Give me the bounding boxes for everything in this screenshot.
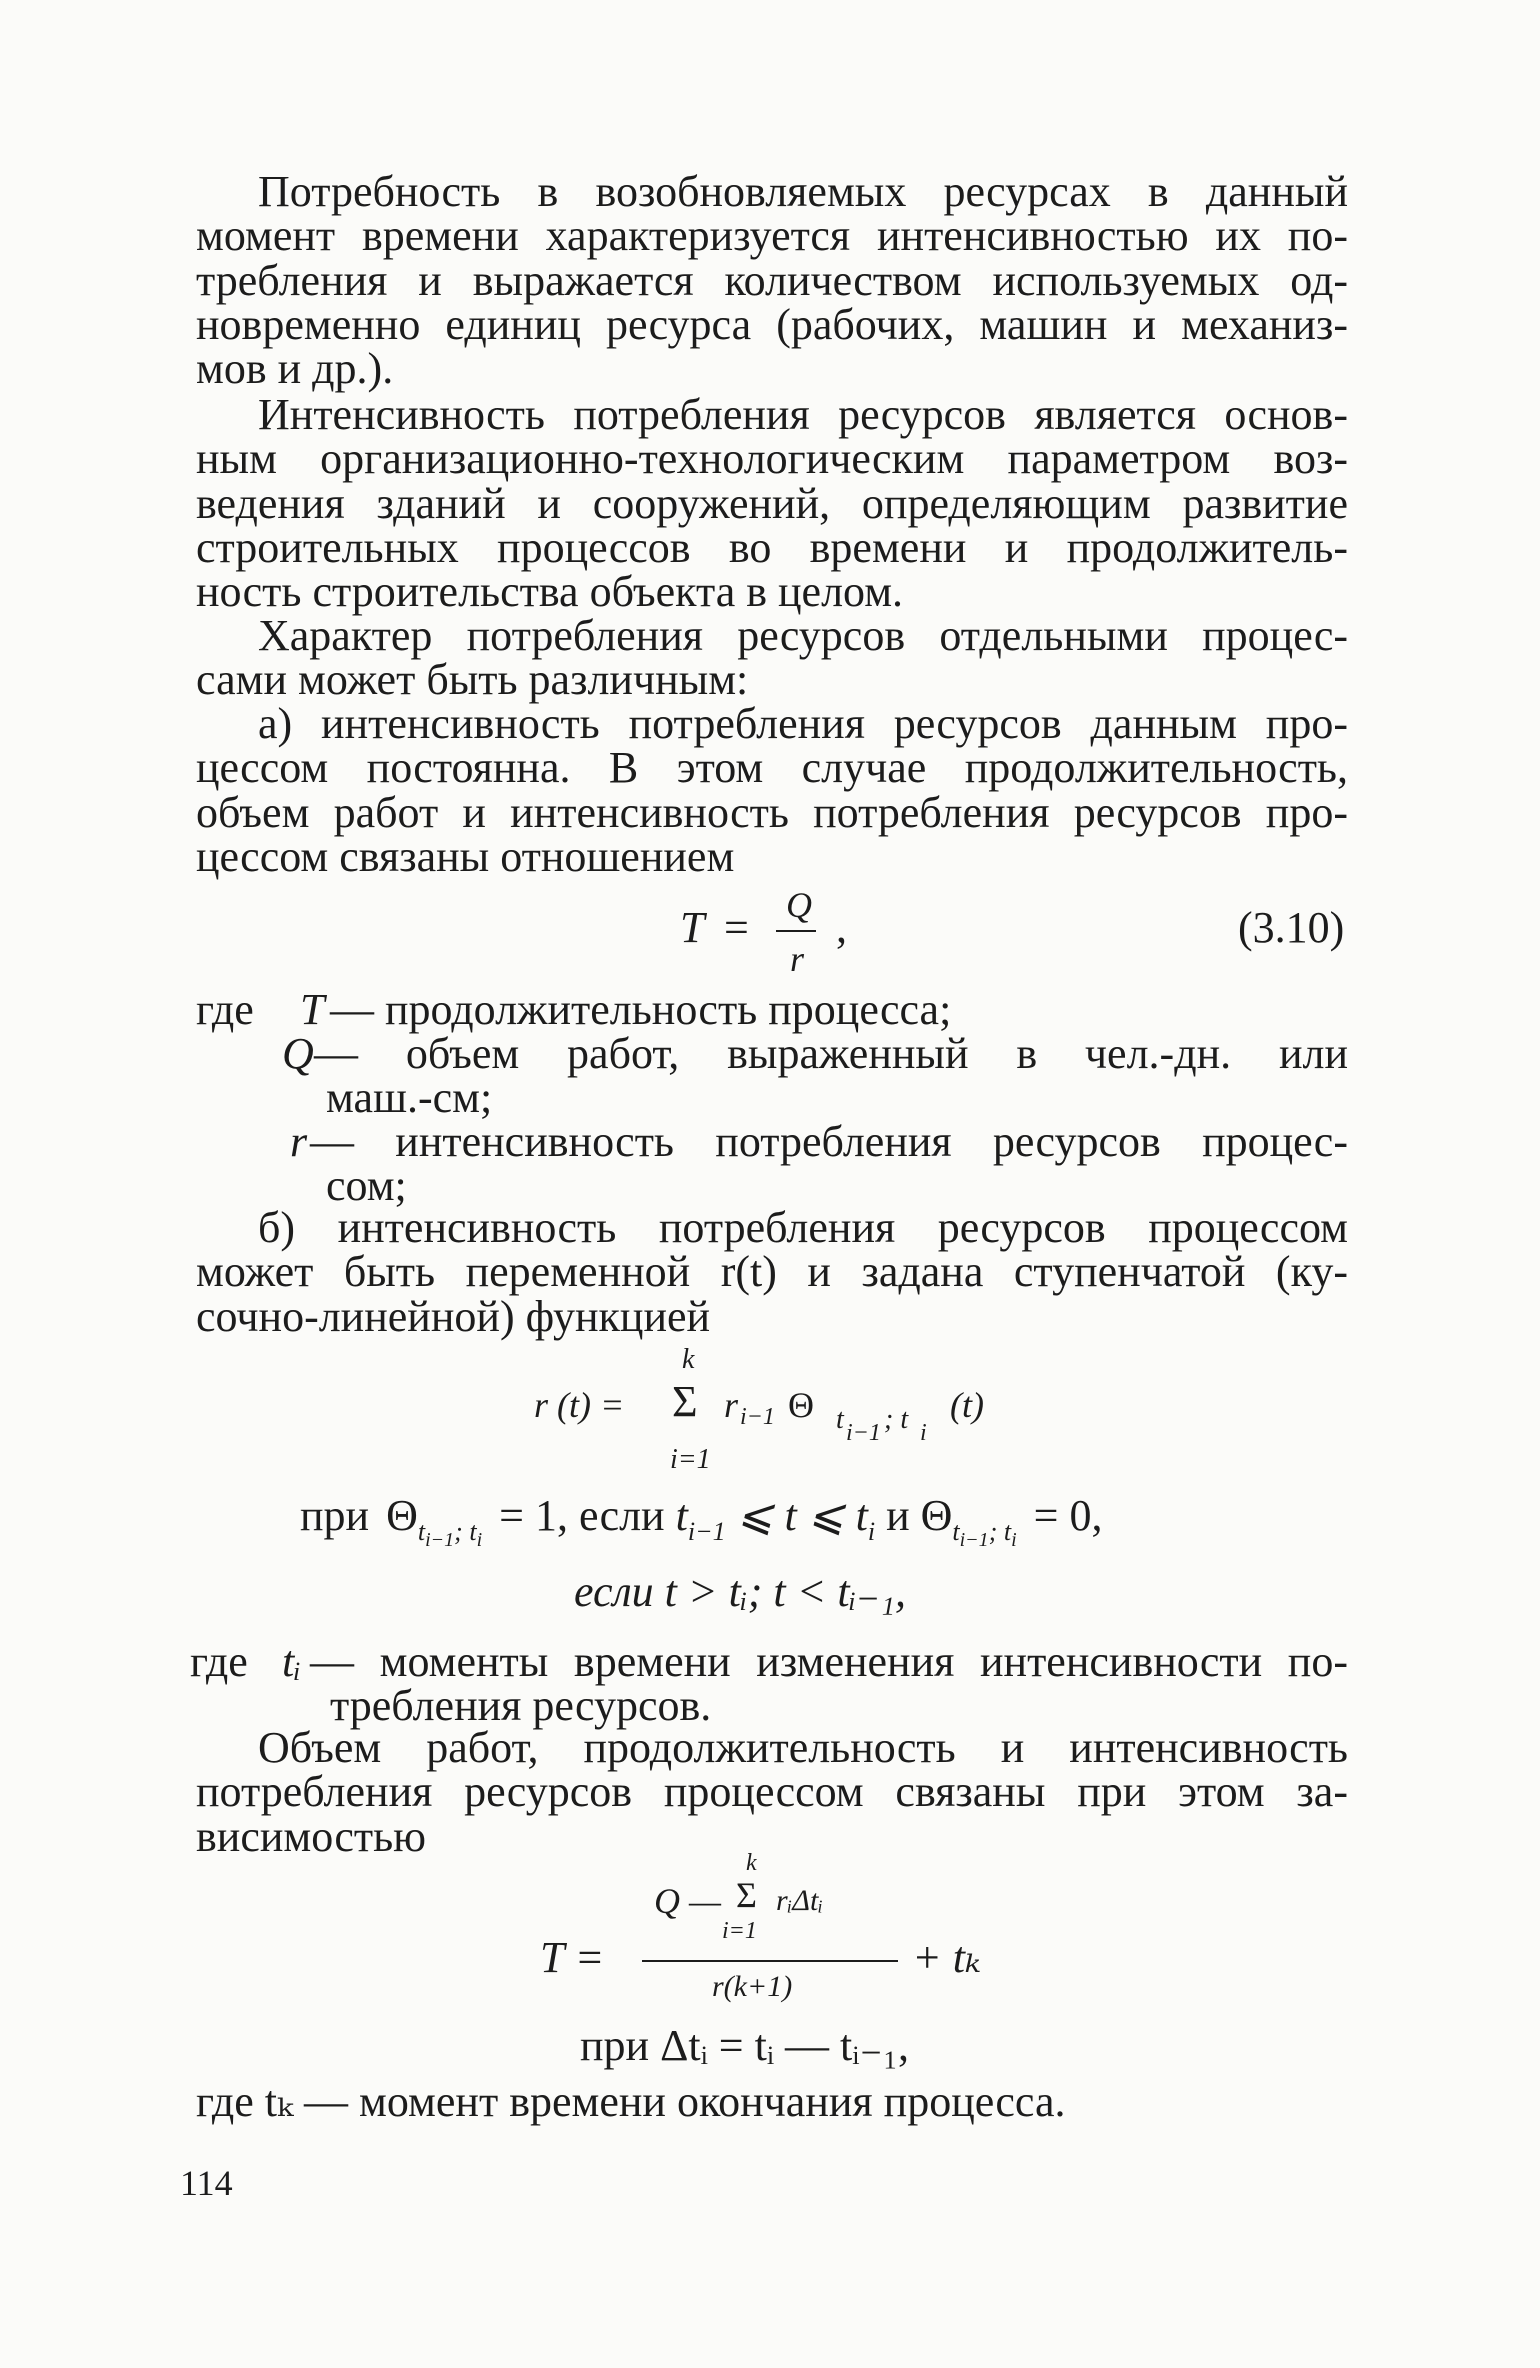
text-line: может быть переменной r(t) и задана ступенчатой (ку-: [196, 1247, 1348, 1297]
sum-symbol: Σ: [672, 1377, 698, 1426]
symbol-Q: Q: [282, 1029, 314, 1078]
symbol-T: T: [300, 985, 325, 1034]
symbol-r: r: [290, 1117, 308, 1166]
term-r: r: [724, 1385, 739, 1425]
condition-line-1: при $\Theta_{t_{i-1}; t_i} = 1$, если $t_{i-1}$ ⩽ t ⩽ $t_i$ и $\Theta_{t_{i-1}; t_i} = 0$,: [300, 1491, 1103, 1551]
definition-ti: — моменты времени изменения интенсивности по-: [310, 1637, 1348, 1686]
text-line: требления и выражается количеством используемых од-: [196, 255, 1348, 305]
text-line: цессом связаны отношением: [196, 831, 735, 881]
paragraph-1: [196, 167, 1348, 394]
formula-eq: =: [724, 903, 749, 952]
text-line: а) интенсивность потребления ресурсов данным про-: [258, 699, 1348, 748]
definition-Q: — объем работ, выраженный в чел.-дн. или: [314, 1029, 1348, 1078]
num-sum-lower: i=1: [722, 1918, 757, 1944]
text-line: Объем работ, продолжительность и интенсивность: [258, 1723, 1348, 1772]
theta: Θ: [788, 1385, 814, 1425]
text-line: висимостью: [196, 1811, 427, 1861]
page-number: 114: [180, 2163, 233, 2203]
fraction-bar: [776, 930, 816, 932]
theta-sub-i: i: [920, 1420, 927, 1446]
formula-comma: ,: [836, 903, 847, 952]
num-term: rᵢΔtᵢ: [776, 1884, 824, 1917]
paragraph-2: [196, 390, 1348, 617]
text-line: ведения зданий и сооружений, определяющим развитие: [196, 478, 1348, 528]
theta-sub-t: t: [836, 1404, 844, 1435]
definition-r-cont: сом;: [326, 1161, 407, 1210]
where-word: где: [190, 1637, 248, 1686]
paragraph-5: [196, 1203, 1348, 1341]
num-sum-upper: k: [746, 1850, 757, 1876]
sum-upper: k: [682, 1344, 695, 1375]
text-line: строительных процессов во времени и продолжитель-: [196, 522, 1348, 572]
term-r-sub: i−1: [740, 1404, 775, 1430]
definition-r: — интенсивность потребления ресурсов процес-: [310, 1117, 1348, 1166]
formula-lhs: T: [680, 903, 705, 952]
where-tk: где tₖ — момент времени окончания процесса.: [196, 2077, 1066, 2126]
definition-Q-cont: маш.-см;: [326, 1073, 493, 1122]
formula-lhs: T =: [540, 1933, 605, 1982]
text-line: б) интенсивность потребления ресурсов процессом: [258, 1203, 1348, 1252]
text-line: ным организационно-технологическим параметром воз-: [196, 434, 1348, 484]
text-line: цессом постоянна. В этом случае продолжительность,: [196, 743, 1348, 793]
condition-line-2: если t > tᵢ; t < tᵢ₋₁,: [574, 1567, 907, 1616]
text-line: сочно-линейной) функцией: [196, 1291, 711, 1341]
definition-ti-cont: требления ресурсов.: [330, 1681, 712, 1730]
paragraph-4: [196, 699, 1348, 881]
definition-T: — продолжительность процесса;: [330, 985, 952, 1034]
theta-sub-ti: ; t: [884, 1404, 909, 1435]
text-line: момент времени характеризуется интенсивностью их по-: [196, 211, 1348, 261]
formula-numerator: Q: [786, 885, 812, 925]
where-word: где: [196, 985, 254, 1034]
sum-lower: i=1: [670, 1444, 711, 1475]
fraction-bar: [642, 1960, 898, 1962]
text-line: новременно единиц ресурса (рабочих, машин и механиз-: [196, 299, 1348, 349]
formula-lhs: r (t) =: [534, 1385, 625, 1425]
text-line: Потребность в возобновляемых ресурсах в данный: [258, 167, 1348, 216]
theta-sub-i1: i−1: [846, 1420, 881, 1446]
text-line: потребления ресурсов процессом связаны при этом за-: [196, 1767, 1348, 1817]
paragraph-3: [196, 611, 1348, 705]
formula-denominator: r: [790, 939, 805, 979]
formula-condition: при Δtᵢ = tᵢ — tᵢ₋₁,: [580, 2021, 910, 2070]
symbol-ti: tᵢ: [282, 1637, 302, 1686]
text-line: объем работ и интенсивность потребления ресурсов про-: [196, 787, 1348, 837]
text-line: мов и др.).: [196, 344, 394, 394]
paragraph-6: [196, 1723, 1348, 1861]
text-line: сами может быть различным:: [196, 655, 749, 705]
denominator: r(k+1): [712, 1970, 793, 2003]
text-line: ность строительства объекта в целом.: [196, 567, 904, 617]
arg-t: (t): [950, 1385, 984, 1425]
num-sum: Σ: [736, 1875, 757, 1915]
equation-number: (3.10): [1238, 903, 1345, 952]
plus-tk: + tₖ: [912, 1933, 981, 1982]
text-line: Характер потребления ресурсов отдельными процес-: [258, 611, 1348, 660]
num-q: Q —: [654, 1881, 722, 1921]
text-line: Интенсивность потребления ресурсов является основ-: [258, 390, 1348, 439]
